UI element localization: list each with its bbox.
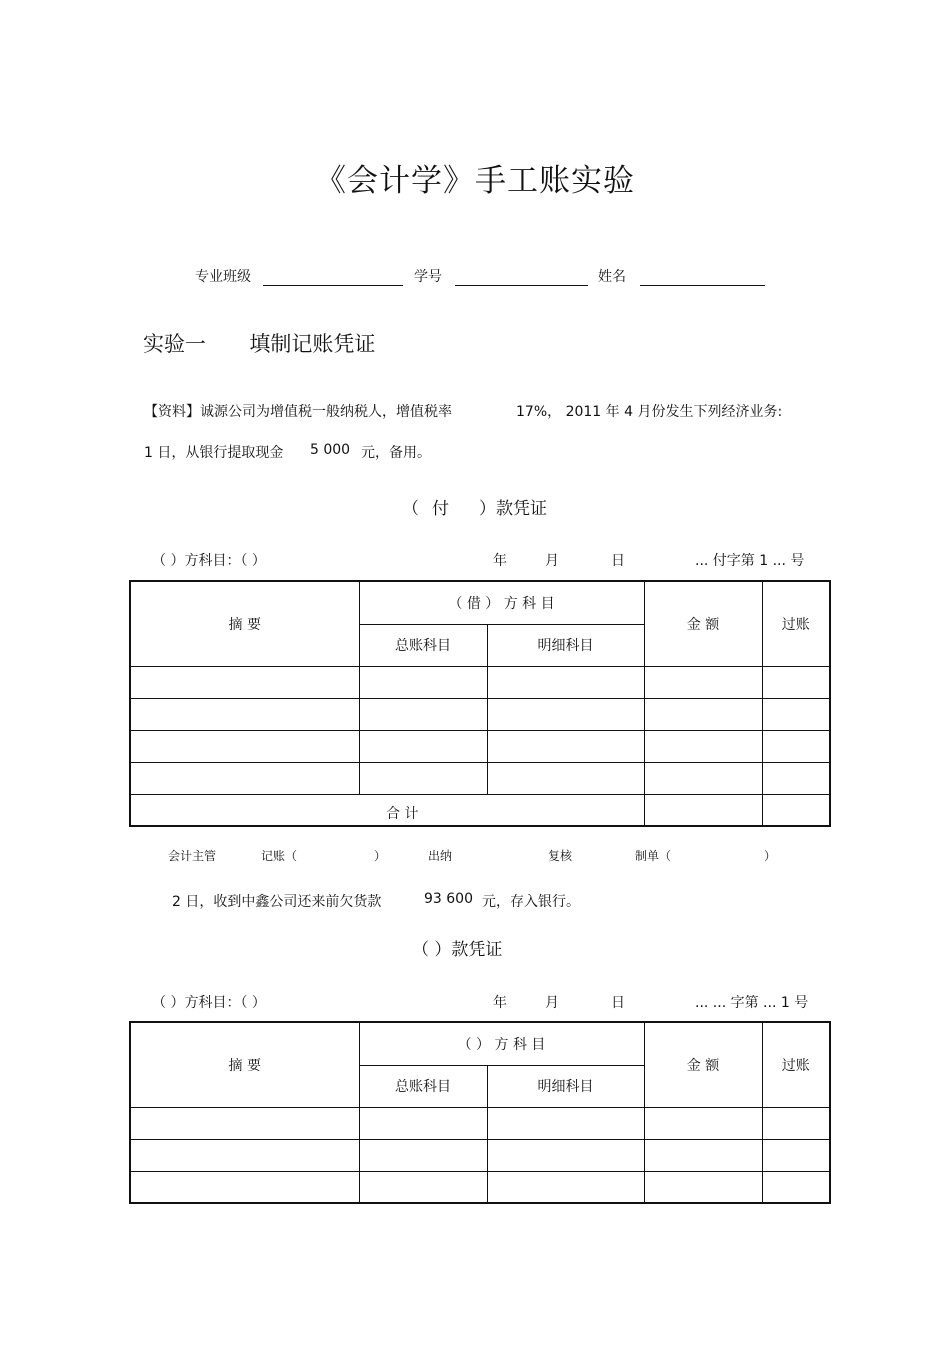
item2-text: 2 日，收到中鑫公司还来前欠货款	[172, 894, 382, 910]
general-account-cell[interactable]	[359, 1139, 487, 1171]
table-row	[130, 1171, 830, 1203]
intro-line-b: 17%， 2011 年 4 月份发生下列经济业务:	[516, 404, 783, 420]
general-account-cell[interactable]	[359, 762, 487, 794]
voucher1-total-label: 合 计	[130, 794, 644, 826]
general-account-cell[interactable]	[359, 1171, 487, 1203]
voucher1-col-summary: 摘 要	[130, 581, 359, 666]
item2-amount: 93 600	[424, 891, 473, 907]
amount-cell[interactable]	[644, 730, 762, 762]
item1-amount: 5 000	[310, 442, 351, 458]
posted-cell[interactable]	[762, 730, 830, 762]
voucher2-day: 日	[611, 995, 625, 1011]
voucher2-year: 年	[493, 995, 507, 1011]
sig-bookkeeper-close: ）	[374, 849, 387, 863]
table-row	[130, 730, 830, 762]
summary-cell[interactable]	[130, 698, 359, 730]
voucher1-year: 年	[493, 553, 507, 569]
voucher2-number: ... ... 字第 ... 1 号	[695, 995, 809, 1011]
table-row	[130, 1139, 830, 1171]
section-heading	[143, 328, 375, 358]
voucher2-col-group: （ ） 方 科 目	[359, 1022, 644, 1065]
voucher1-month: 月	[545, 553, 559, 569]
voucher2-col-amount: 金 额	[644, 1022, 762, 1107]
general-account-cell[interactable]	[359, 666, 487, 698]
item1-tail: 元，备用。	[361, 445, 431, 461]
table-row	[130, 666, 830, 698]
posted-cell[interactable]	[762, 1139, 830, 1171]
general-account-cell[interactable]	[359, 1107, 487, 1139]
table-row	[130, 698, 830, 730]
amount-cell[interactable]	[644, 1107, 762, 1139]
total-amount-cell[interactable]	[644, 794, 762, 826]
summary-cell[interactable]	[130, 666, 359, 698]
voucher1-table	[129, 580, 831, 827]
student-id-field[interactable]	[455, 285, 588, 286]
voucher2-col-general: 总账科目	[359, 1065, 487, 1107]
summary-cell[interactable]	[130, 1171, 359, 1203]
voucher2-col-summary: 摘 要	[130, 1022, 359, 1107]
detail-account-cell[interactable]	[487, 1139, 644, 1171]
voucher1-title-open: （	[402, 499, 419, 519]
voucher1-col-detail: 明细科目	[487, 624, 644, 666]
detail-account-cell[interactable]	[487, 1107, 644, 1139]
page-title: 《会计学》手工账实验	[315, 163, 635, 199]
class-field[interactable]	[263, 285, 403, 286]
section-title: 填制记账凭证	[249, 332, 376, 356]
total-posted-cell[interactable]	[762, 794, 830, 826]
posted-cell[interactable]	[762, 698, 830, 730]
amount-cell[interactable]	[644, 1139, 762, 1171]
student-id-label: 学号	[414, 269, 442, 285]
summary-cell[interactable]	[130, 1139, 359, 1171]
voucher2-col-posted: 过账	[762, 1022, 830, 1107]
sig-cashier: 出纳	[428, 849, 453, 863]
voucher1-day: 日	[611, 553, 625, 569]
posted-cell[interactable]	[762, 762, 830, 794]
amount-cell[interactable]	[644, 698, 762, 730]
sig-preparer: 制单（	[635, 849, 672, 863]
sig-supervisor: 会计主管	[168, 849, 217, 863]
table-row	[130, 762, 830, 794]
general-account-cell[interactable]	[359, 730, 487, 762]
posted-cell[interactable]	[762, 1107, 830, 1139]
sig-preparer-close: ）	[764, 849, 777, 863]
section-number: 实验一	[143, 332, 206, 356]
voucher2-month: 月	[545, 995, 559, 1011]
voucher2-col-detail: 明细科目	[487, 1065, 644, 1107]
voucher1-title-close: ）款凭证	[479, 499, 547, 519]
student-name-label: 姓名	[598, 269, 626, 285]
detail-account-cell[interactable]	[487, 698, 644, 730]
posted-cell[interactable]	[762, 666, 830, 698]
amount-cell[interactable]	[644, 666, 762, 698]
class-label: 专业班级	[195, 269, 251, 285]
sig-bookkeeper: 记账（	[261, 849, 298, 863]
posted-cell[interactable]	[762, 1171, 830, 1203]
voucher1-col-posted: 过账	[762, 581, 830, 666]
voucher1-col-amount: 金 额	[644, 581, 762, 666]
summary-cell[interactable]	[130, 730, 359, 762]
voucher1-number: ... 付字第 1 ... 号	[695, 553, 805, 569]
voucher2-table	[129, 1021, 831, 1204]
detail-account-cell[interactable]	[487, 1171, 644, 1203]
sig-reviewer: 复核	[548, 849, 573, 863]
table-row	[130, 1107, 830, 1139]
voucher1-col-general: 总账科目	[359, 624, 487, 666]
item1-text: 1 日，从银行提取现金	[144, 445, 284, 461]
summary-cell[interactable]	[130, 1107, 359, 1139]
detail-account-cell[interactable]	[487, 730, 644, 762]
detail-account-cell[interactable]	[487, 762, 644, 794]
detail-account-cell[interactable]	[487, 666, 644, 698]
voucher2-title: （ ）款凭证	[412, 940, 503, 960]
voucher2-side-label: （ ）方科目：（ ）	[152, 995, 266, 1011]
total-row	[130, 794, 830, 826]
voucher1-side-label: （ ）方科目：（ ）	[152, 553, 266, 569]
voucher1-col-group: （ 借 ） 方 科 目	[359, 581, 644, 624]
summary-cell[interactable]	[130, 762, 359, 794]
amount-cell[interactable]	[644, 762, 762, 794]
student-name-field[interactable]	[640, 285, 765, 286]
item2-tail: 元，存入银行。	[482, 894, 580, 910]
intro-line-a: 【资料】诚源公司为增值税一般纳税人，增值税率	[144, 404, 452, 420]
amount-cell[interactable]	[644, 1171, 762, 1203]
general-account-cell[interactable]	[359, 698, 487, 730]
voucher1-title-type: 付	[432, 499, 449, 519]
